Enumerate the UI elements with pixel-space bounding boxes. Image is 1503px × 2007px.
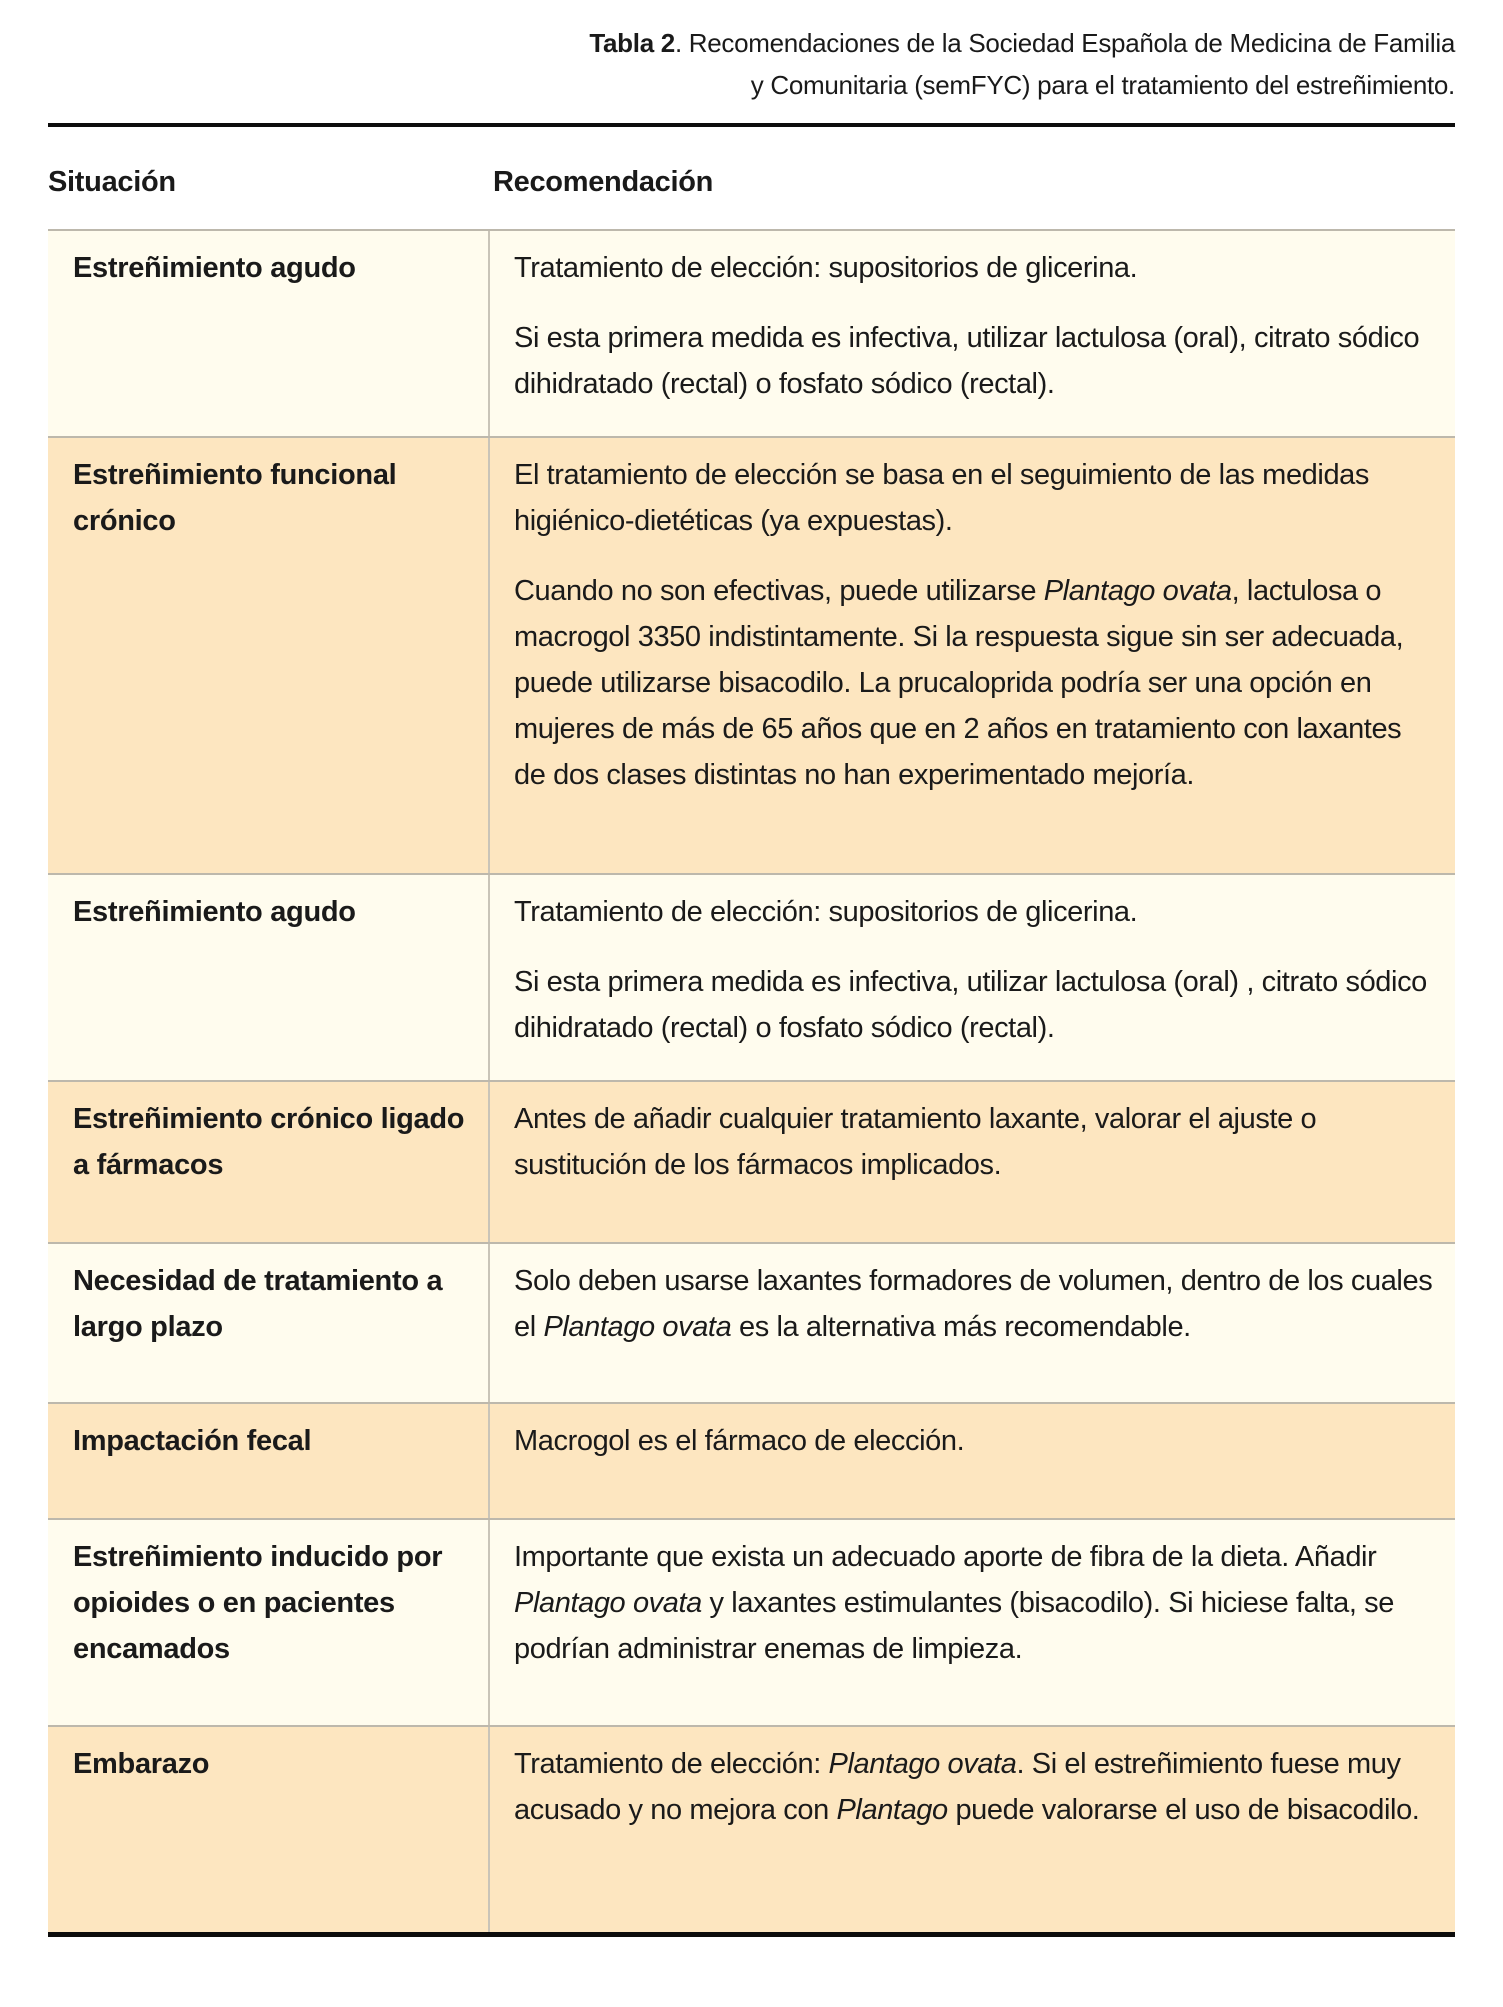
recommendation-cell (490, 1727, 1455, 1932)
situation-cell: Embarazo (48, 1727, 490, 1932)
table-row (48, 1518, 1455, 1725)
recommendation-paragraph (514, 889, 1435, 935)
text-segment: Importante que exista un adecuado aporte de fibra de la dieta. Añadir (514, 1541, 1377, 1573)
table-row (48, 1242, 1455, 1402)
recommendation-paragraph (514, 1741, 1435, 1833)
recommendation-paragraph (514, 959, 1435, 1051)
caption-text-line2: y Comunitaria (semFYC) para el tratamiento del estreñimiento. (750, 70, 1455, 100)
text-segment: Solo deben usarse laxantes formadores de volumen, dentro de los cuales el (514, 1265, 1433, 1343)
text-segment: Tratamiento de elección: (514, 1748, 829, 1780)
recommendation-cell (490, 1082, 1455, 1242)
recommendation-paragraph (514, 1534, 1435, 1672)
recommendation-cell (490, 1244, 1455, 1402)
table-row (48, 873, 1455, 1080)
table-row (48, 1725, 1455, 1932)
recommendation-paragraph (514, 1096, 1435, 1188)
text-segment: Si esta primera medida es infectiva, utilizar lactulosa (oral), citrato sódico dihidratado (rectal) o fosfato sódico (rectal). (514, 322, 1420, 400)
situation-cell: Necesidad de tratamiento a largo plazo (48, 1244, 490, 1402)
text-segment: Tratamiento de elección: supositorios de glicerina. (514, 896, 1138, 928)
recommendation-cell (490, 231, 1455, 436)
caption-text-line1: . Recomendaciones de la Sociedad Española de Medicina de Familia (674, 28, 1455, 58)
text-segment: Tratamiento de elección: supositorios de glicerina. (514, 252, 1138, 284)
text-segment: puede valorarse el uso de bisacodilo. (947, 1794, 1420, 1826)
recommendation-paragraph (514, 315, 1435, 407)
recommendation-cell (490, 1520, 1455, 1725)
recommendation-cell (490, 1404, 1455, 1518)
text-segment: Si esta primera medida es infectiva, utilizar lactulosa (oral) , citrato sódico dihidratado (rectal) o fosfato sódico (rectal). (514, 966, 1427, 1044)
table-caption (355, 22, 1455, 106)
text-segment: es la alternativa más recomendable. (731, 1311, 1191, 1343)
table-row (48, 1402, 1455, 1518)
recommendations-table (48, 229, 1455, 1932)
species-name: Plantago ovata (514, 1587, 702, 1619)
recommendation-cell (490, 438, 1455, 873)
text-segment: , lactulosa o macrogol 3350 indistintamente. Si la respuesta sigue sin ser adecuada, puede utilizarse bisacodilo. La prucaloprida podría ser una opción en mujeres de más de 65 años que en 2 años en tratamiento con laxantes de dos clases distintas no han experimentado mejoría. (514, 575, 1404, 791)
text-segment: y laxantes estimulantes (bisacodilo). Si hiciese falta, se podrían administrar enemas de limpieza. (514, 1587, 1394, 1665)
column-header-situation: Situación (48, 166, 176, 198)
top-rule (48, 123, 1455, 127)
recommendation-paragraph (514, 568, 1435, 798)
text-segment: Antes de añadir cualquier tratamiento laxante, valorar el ajuste o sustitución de los fármacos implicados. (514, 1103, 1317, 1181)
table-row (48, 436, 1455, 873)
situation-cell: Estreñimiento agudo (48, 875, 490, 1080)
situation-cell: Estreñimiento funcional crónico (48, 438, 490, 873)
caption-label: Tabla 2 (589, 28, 675, 58)
bottom-rule (48, 1932, 1455, 1937)
table-row (48, 229, 1455, 436)
species-name: Plantago ovata (543, 1311, 732, 1343)
recommendation-cell (490, 875, 1455, 1080)
text-segment: Macrogol es el fármaco de elección. (514, 1425, 965, 1457)
situation-cell: Estreñimiento inducido por opioides o en pacientes encamados (48, 1520, 490, 1725)
text-segment: Cuando no son efectivas, puede utilizarse (514, 575, 1044, 607)
column-header-recommendation: Recomendación (493, 166, 714, 198)
recommendation-paragraph (514, 1418, 1435, 1464)
table-row (48, 1080, 1455, 1242)
recommendation-paragraph (514, 1258, 1435, 1350)
situation-cell: Estreñimiento agudo (48, 231, 490, 436)
text-segment: . Si el estreñimiento fuese muy acusado y no mejora con (514, 1748, 1401, 1826)
recommendation-paragraph (514, 452, 1435, 544)
recommendation-paragraph (514, 245, 1435, 291)
species-name: Plantago (836, 1794, 948, 1826)
species-name: Plantago ovata (828, 1748, 1017, 1780)
species-name: Plantago ovata (1043, 575, 1232, 607)
situation-cell: Impactación fecal (48, 1404, 490, 1518)
situation-cell: Estreñimiento crónico ligado a fármacos (48, 1082, 490, 1242)
text-segment: El tratamiento de elección se basa en el seguimiento de las medidas higiénico-dietéticas (ya expuestas). (514, 459, 1369, 537)
